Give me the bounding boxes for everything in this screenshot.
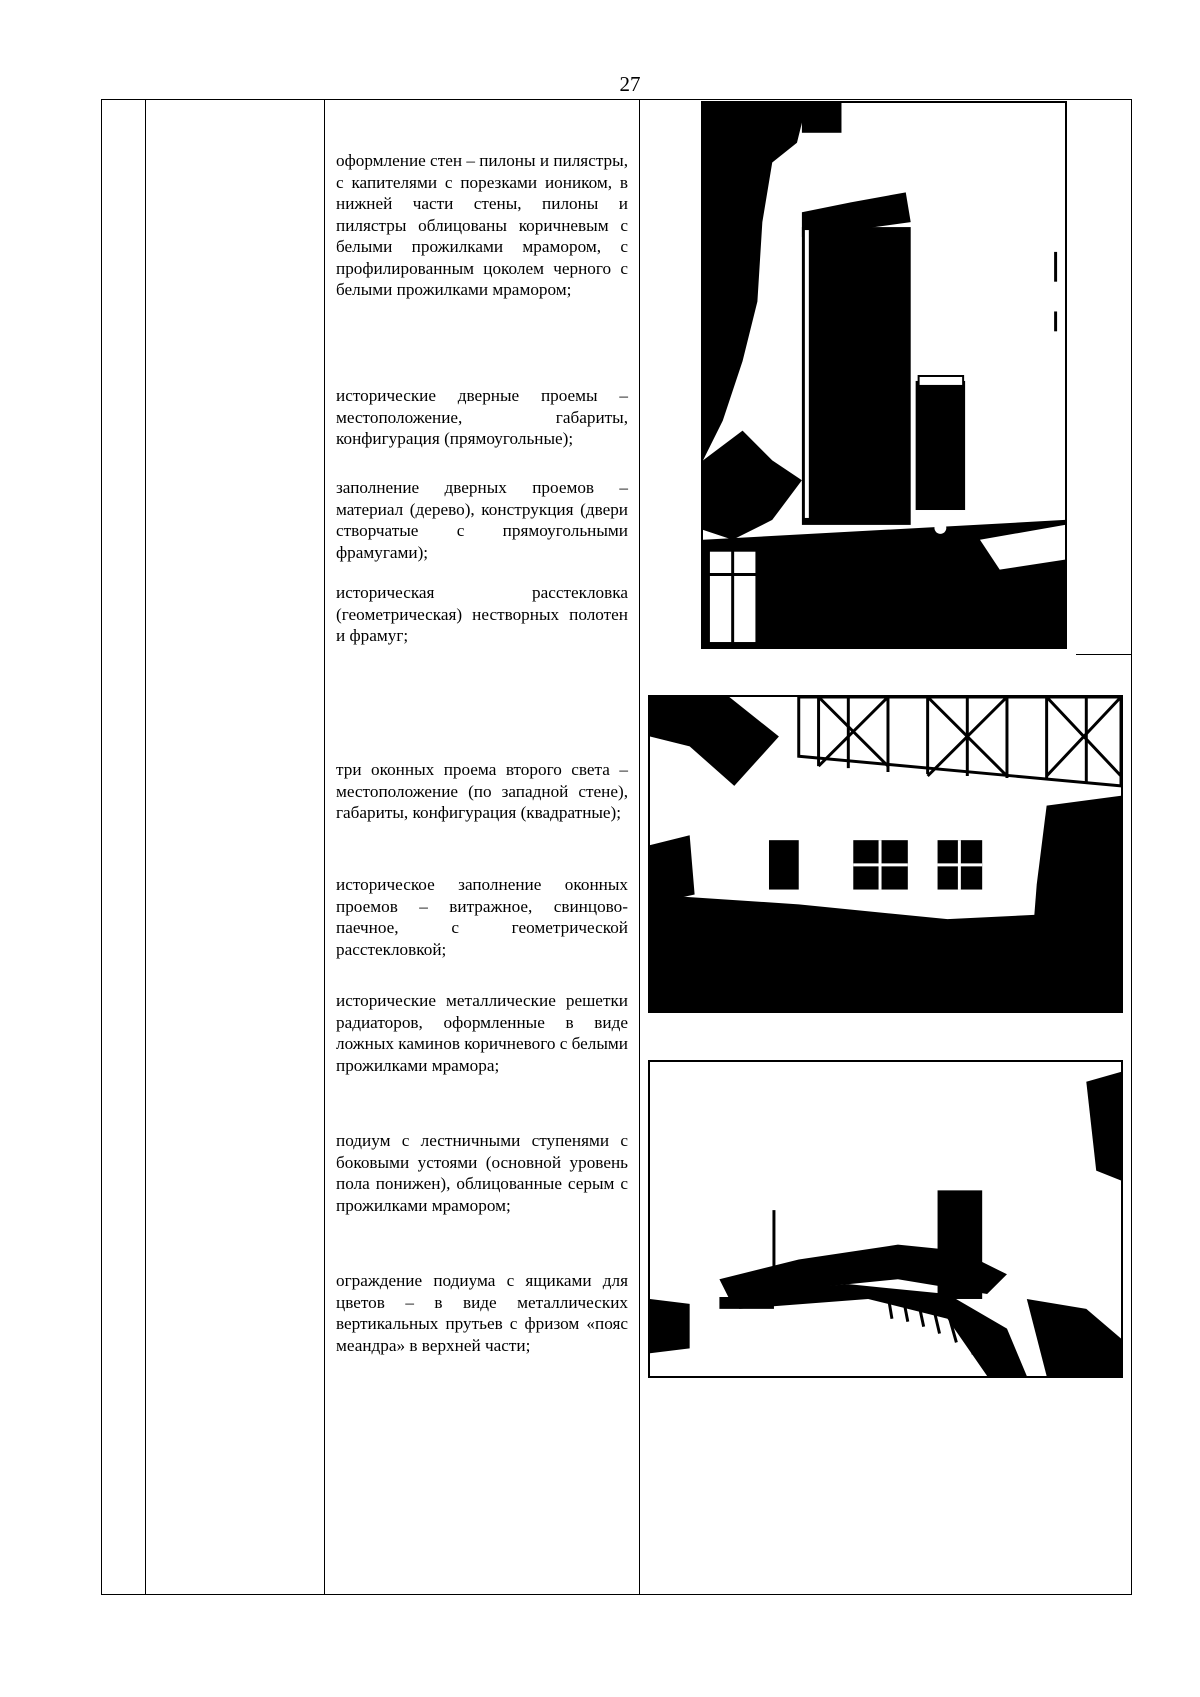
description-item: оформление стен – пилоны и пилястры, с капителями с порезками иоником, в нижней части стены, пилоны и пилястры облицованы коричневым с белыми прожилками мрамором, с профилированным цоколем черного с белыми прожилками мрамором; [336, 151, 628, 299]
photo-cell-divider [1076, 654, 1132, 655]
column-divider [639, 100, 640, 1594]
description-item: исторические дверные проемы – местоположение, габариты, конфигурация (прямоугольные); [336, 386, 628, 448]
windows-photo-image [650, 697, 1121, 1011]
pylon-photo-image [703, 103, 1065, 647]
description-item: историческое заполнение оконных проемов – витражное, свинцово-паечное, с геометрической расстекловкой; [336, 875, 628, 959]
description-item: историческая расстекловка (геометрическая) нестворных полотен и фрамуг; [336, 583, 628, 645]
photo-podium [648, 1060, 1123, 1378]
column-divider [324, 100, 325, 1594]
photo-pylon [701, 101, 1067, 649]
description-item: заполнение дверных проемов – материал (дерево), конструкция (двери створчатые с прямоугольными фрамугами); [336, 478, 628, 562]
photo-windows [648, 695, 1123, 1013]
description-item: исторические металлические решетки радиаторов, оформленные в виде ложных каминов коричневого с белыми прожилками мрамора; [336, 991, 628, 1075]
description-item: три оконных проема второго света – местоположение (по западной стене), габариты, конфигурация (квадратные); [336, 760, 628, 822]
podium-photo-image [650, 1062, 1121, 1376]
description-item: подиум с лестничными ступенями с боковыми устоями (основной уровень пола понижен), облицованные серым с прожилками мрамором; [336, 1131, 628, 1215]
description-item: ограждение подиума с ящиками для цветов – в виде металлических вертикальных прутьев с фризом «пояс меандра» в верхней части; [336, 1271, 628, 1355]
column-divider [145, 100, 146, 1594]
page-number: 27 [619, 72, 641, 96]
